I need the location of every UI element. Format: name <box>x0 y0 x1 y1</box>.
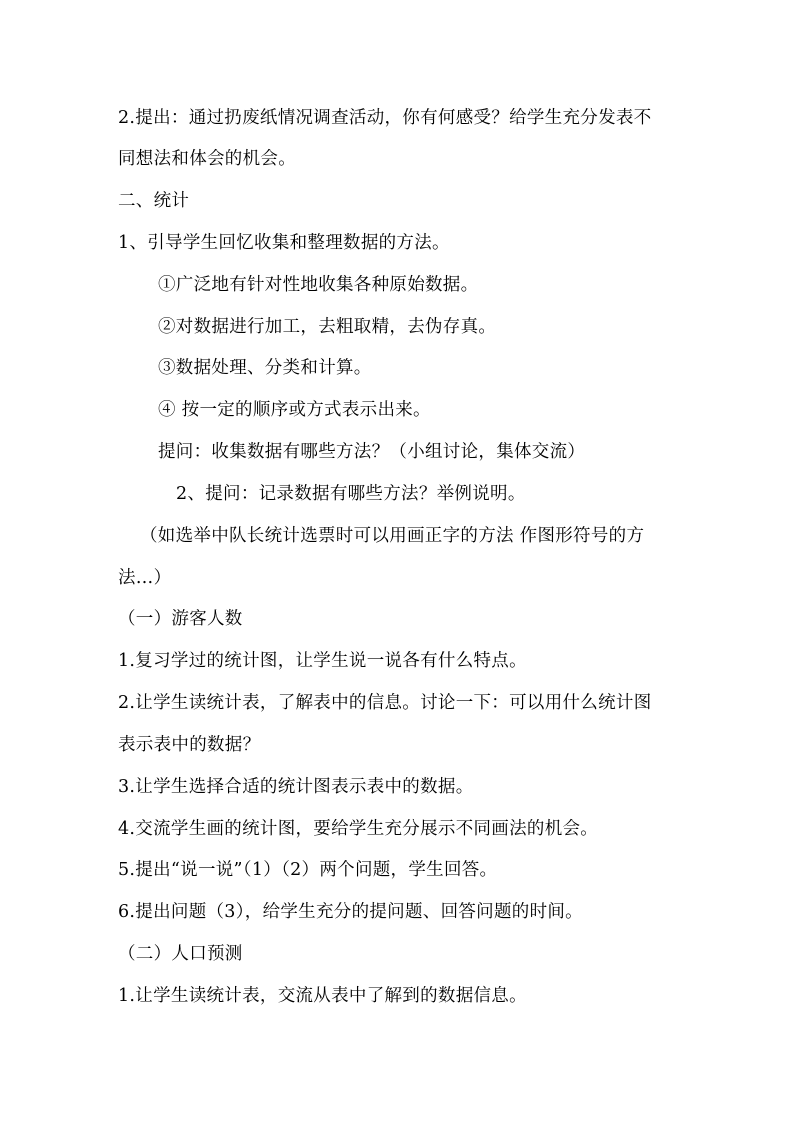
section-heading: 二、统计 <box>118 191 190 211</box>
section-heading: （二）人口预测 <box>118 944 243 964</box>
paragraph-line: 1.让学生读统计表，交流从表中了解到的数据信息。 <box>118 986 527 1006</box>
paragraph-line: 2.提出：通过扔废纸情况调查活动，你有何感受？给学生充分发表不 <box>118 108 652 128</box>
list-item: ②对数据进行加工，去粗取精，去伪存真。 <box>158 317 497 337</box>
paragraph-line: 6.提出问题（3），给学生充分的提问题、回答问题的时间。 <box>118 902 583 922</box>
paragraph-line: 1、引导学生回忆收集和整理数据的方法。 <box>118 233 450 253</box>
paragraph-line: 2.让学生读统计表，了解表中的信息。讨论一下：可以用什么统计图 <box>118 693 652 713</box>
paragraph-line: 3.让学生选择合适的统计图表示表中的数据。 <box>118 777 474 797</box>
list-item: ①广泛地有针对性地收集各种原始数据。 <box>158 275 479 295</box>
paragraph-line: 同想法和体会的机会。 <box>118 149 296 169</box>
paragraph-line: （如选举中队长统计选票时可以用画正字的方法 作图形符号的方 <box>140 526 645 546</box>
paragraph-line: 表示表中的数据？ <box>118 735 261 755</box>
paragraph-line: 提问：收集数据有哪些方法？（小组讨论，集体交流） <box>158 442 586 462</box>
paragraph-line: 1.复习学过的统计图，让学生说一说各有什么特点。 <box>118 651 527 671</box>
paragraph-line: 5.提出“说一说”（1）（2）两个问题，学生回答。 <box>118 860 498 880</box>
paragraph-line: 2、提问：记录数据有哪些方法？举例说明。 <box>176 484 526 504</box>
list-item: ③数据处理、分类和计算。 <box>158 358 372 378</box>
section-heading: （一）游客人数 <box>118 609 243 629</box>
paragraph-line: 法…） <box>118 568 172 588</box>
list-item: ④ 按一定的顺序或方式表示出来。 <box>158 400 431 420</box>
paragraph-line: 4.交流学生画的统计图，要给学生充分展示不同画法的机会。 <box>118 819 599 839</box>
